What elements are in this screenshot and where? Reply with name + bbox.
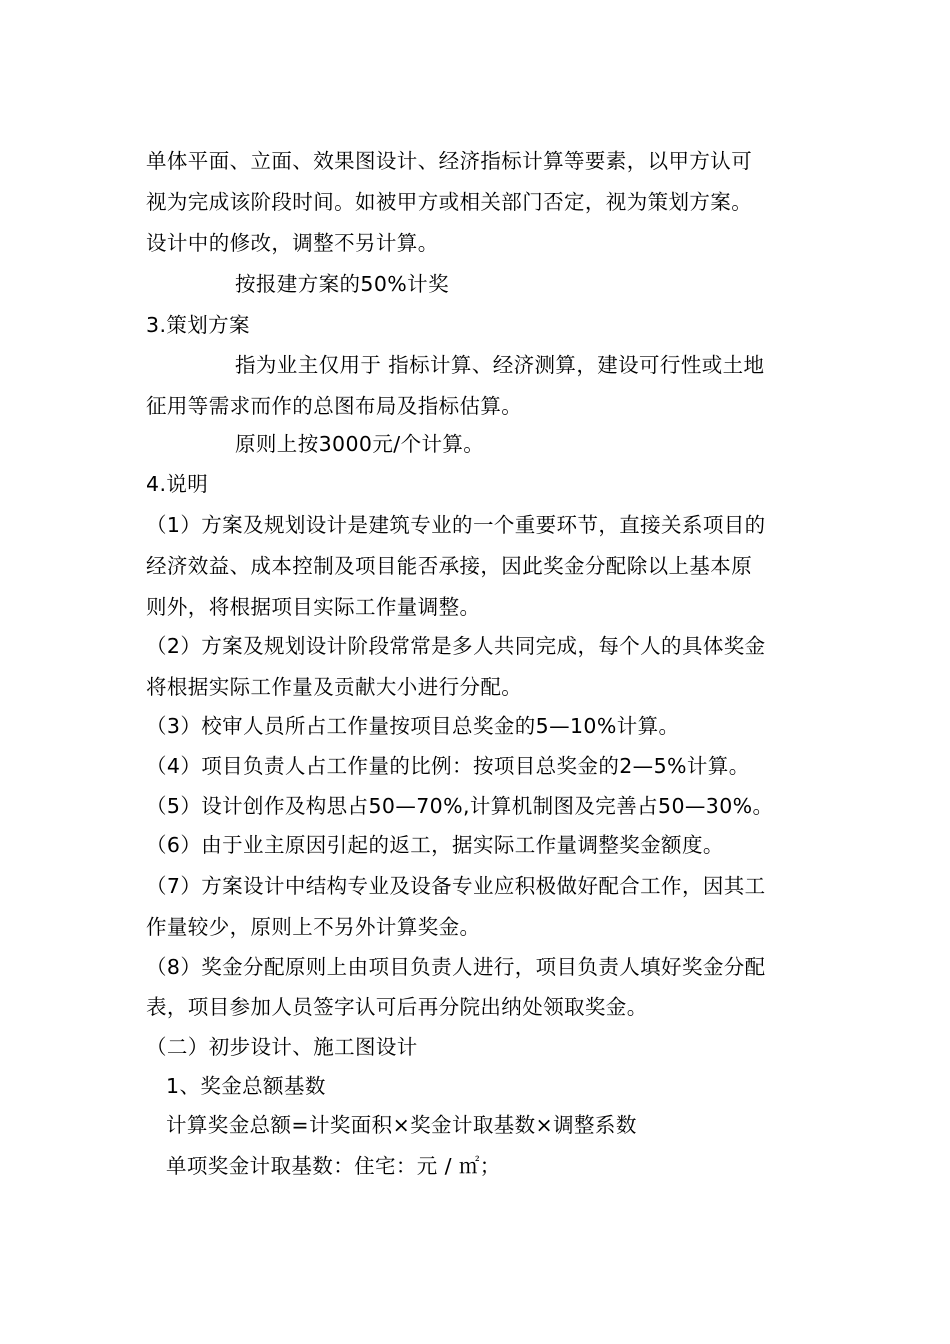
text-line: 表，项目参加人员签字认可后再分院出纳处领取奖金。 xyxy=(146,995,648,1019)
text-line: （3）校审人员所占工作量按项目总奖金的5—10%计算。 xyxy=(146,714,680,738)
section-heading: 4.说明 xyxy=(146,472,209,496)
text-line: （6）由于业主原因引起的返工，据实际工作量调整奖金额度。 xyxy=(146,833,724,857)
text-line: 作量较少，原则上不另外计算奖金。 xyxy=(146,915,481,939)
text-line: 经济效益、成本控制及项目能否承接，因此奖金分配除以上基本原 xyxy=(146,554,753,578)
subsection-heading: 1、奖金总额基数 xyxy=(166,1074,326,1098)
section-heading: （二）初步设计、施工图设计 xyxy=(146,1035,418,1059)
text-line: 指为业主仅用于 指标计算、经济测算，建设可行性或土地 xyxy=(235,353,765,377)
text-line: 视为完成该阶段时间。如被甲方或相关部门否定，视为策划方案。 xyxy=(146,190,753,214)
text-line: （1）方案及规划设计是建筑专业的一个重要环节，直接关系项目的 xyxy=(146,513,766,537)
text-line: 将根据实际工作量及贡献大小进行分配。 xyxy=(146,675,523,699)
text-line: （8）奖金分配原则上由项目负责人进行，项目负责人填好奖金分配 xyxy=(146,955,766,979)
text-line: 征用等需求而作的总图布局及指标估算。 xyxy=(146,394,523,418)
text-line: 按报建方案的50%计奖 xyxy=(235,272,449,296)
text-line: （4）项目负责人占工作量的比例：按项目总奖金的2—5%计算。 xyxy=(146,754,750,778)
text-line: 则外，将根据项目实际工作量调整。 xyxy=(146,595,481,619)
section-heading: 3.策划方案 xyxy=(146,313,250,337)
text-line: 原则上按3000元/个计算。 xyxy=(235,432,485,456)
text-line: 单体平面、立面、效果图设计、经济指标计算等要素，以甲方认可 xyxy=(146,149,753,173)
text-line: （7）方案设计中结构专业及设备专业应积极做好配合工作，因其工 xyxy=(146,874,766,898)
formula-line: 计算奖金总额=计奖面积×奖金计取基数×调整系数 xyxy=(166,1113,637,1137)
text-line: （2）方案及规划设计阶段常常是多人共同完成，每个人的具体奖金 xyxy=(146,634,766,658)
text-line: （5）设计创作及构思占50—70%,计算机制图及完善占50—30%。 xyxy=(146,794,774,818)
text-line: 设计中的修改，调整不另计算。 xyxy=(146,231,439,255)
text-line: 单项奖金计取基数：住宅：元 / ㎡； xyxy=(166,1154,501,1178)
